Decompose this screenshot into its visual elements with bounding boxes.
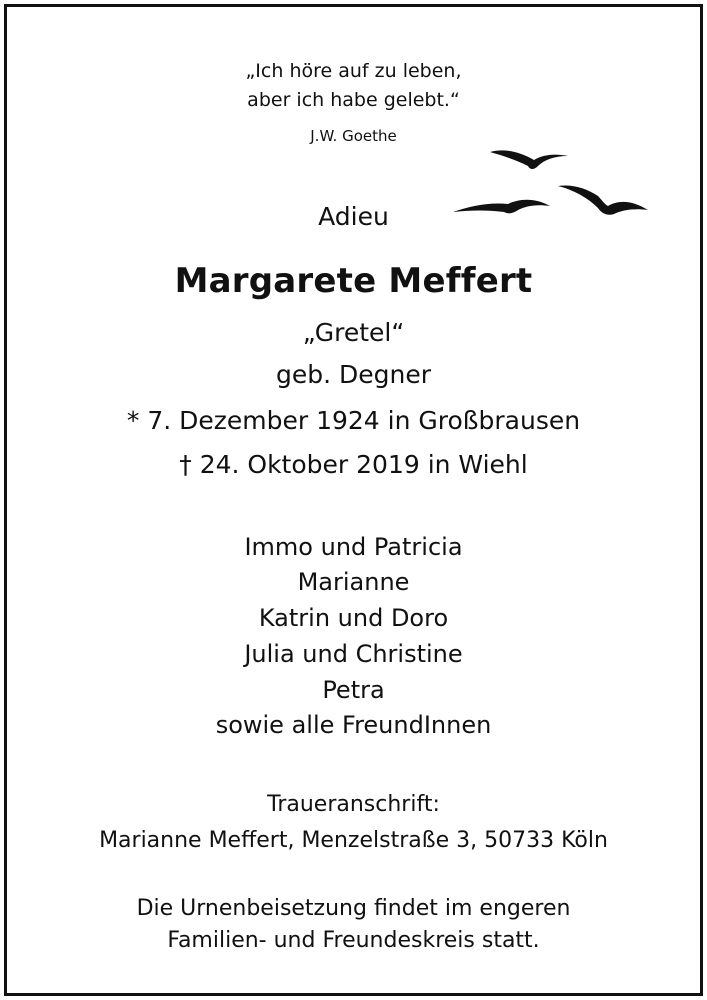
- address-value: Marianne Meffert, Menzelstraße 3, 50733 Köln: [99, 828, 608, 853]
- burial-notice-line-2: Familien- und Freundeskreis statt.: [167, 928, 540, 953]
- quote-line-1: „Ich höre auf zu leben,: [245, 60, 462, 82]
- mourner-2: Marianne: [297, 568, 410, 596]
- mourner-1: Immo und Patricia: [244, 533, 463, 561]
- address-label: Traueranschrift:: [267, 792, 440, 817]
- deceased-nickname: „Gretel“: [302, 318, 405, 347]
- greeting: Adieu: [318, 202, 389, 231]
- quote-author: J.W. Goethe: [310, 127, 397, 145]
- quote-line-2: aber ich habe gelebt.“: [247, 89, 460, 111]
- burial-notice-line-1: Die Urnenbeisetzung findet im engeren: [136, 896, 571, 921]
- mourner-5: Petra: [322, 676, 385, 704]
- maiden-name: geb. Degner: [275, 360, 432, 389]
- mourner-4: Julia und Christine: [244, 640, 463, 668]
- mourner-3: Katrin und Doro: [258, 604, 449, 632]
- mourner-6: sowie alle FreundInnen: [215, 711, 492, 739]
- deceased-name: Margarete Meffert: [174, 261, 533, 301]
- death-date: † 24. Oktober 2019 in Wiehl: [179, 450, 528, 479]
- birth-date: * 7. Dezember 1924 in Großbrausen: [126, 406, 581, 435]
